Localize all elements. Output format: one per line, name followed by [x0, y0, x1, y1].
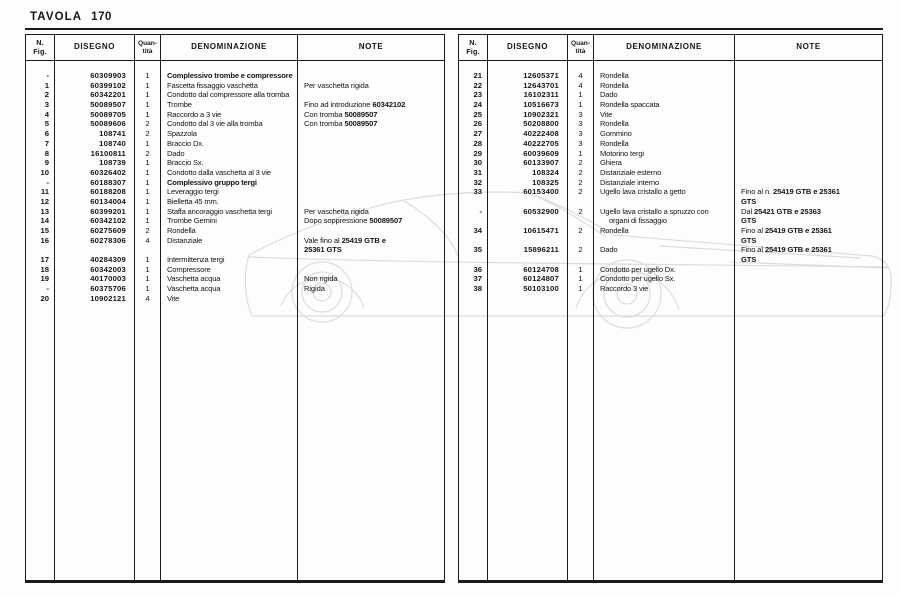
- fig-cell: 3: [44, 100, 49, 110]
- denominazione-cell: Ugello lava cristallo a getto: [600, 187, 686, 197]
- note-cell: Fino al n. 25419 GTB e 25361: [741, 187, 840, 197]
- fig-cell: 38: [473, 284, 482, 294]
- qty-cell: 1: [578, 264, 583, 274]
- column-qty: [568, 61, 594, 580]
- denominazione-cell: Rondella: [167, 226, 196, 235]
- header-quantita: [568, 35, 594, 60]
- denominazione-cell: Braccio Sx.: [167, 158, 204, 168]
- qty-cell: 2: [578, 177, 583, 187]
- note-cell: [298, 255, 444, 265]
- denominazione-cell: Complessivo gruppo tergi: [167, 177, 257, 187]
- disegno-cell: 60124708: [523, 264, 559, 274]
- disegno-cell: 50089507: [90, 100, 126, 110]
- fig-cell: 9: [44, 158, 49, 168]
- qty-cell: 3: [578, 138, 583, 148]
- note-cell: [735, 90, 882, 100]
- note-cell: [735, 100, 882, 110]
- disegno-cell: 60133907: [523, 158, 559, 168]
- denominazione-cell: Raccordo 3 vie: [600, 284, 649, 294]
- fig-cell: [459, 197, 487, 207]
- note-cell: [735, 274, 882, 284]
- note-cell: Per vaschetta rigida: [304, 206, 369, 216]
- disegno-cell: 60342003: [90, 264, 126, 274]
- denominazione-cell: [594, 255, 734, 265]
- note-cell: [735, 110, 882, 120]
- disegno-cell: 12643701: [523, 80, 559, 90]
- note-cell: Per vaschetta rigida: [304, 80, 369, 90]
- header-quantita: [135, 35, 161, 60]
- disegno-cell: 40170003: [90, 274, 126, 284]
- header-disegno-label: DISEGNO: [506, 42, 549, 52]
- table-body: [26, 61, 444, 580]
- note-cell: Con tromba 50089507: [304, 119, 378, 129]
- qty-cell: 1: [145, 264, 150, 274]
- denominazione-cell: Complessivo trombe e compressore: [167, 71, 293, 80]
- qty-cell: 1: [145, 196, 150, 206]
- denominazione-cell: Condotto per ugello Sx.: [600, 274, 676, 284]
- denominazione-cell: Dado: [600, 245, 618, 255]
- fig-cell: 30: [473, 158, 482, 168]
- qty-cell: 4: [145, 235, 150, 245]
- disegno-cell: 108739: [99, 158, 126, 168]
- note-cell: Fino al 25419 GTB e 25361: [741, 245, 832, 255]
- column-dis: [55, 61, 135, 580]
- fig-cell: -: [46, 284, 49, 294]
- denominazione-cell: Rondella: [600, 138, 629, 148]
- denominazione-cell: organi di fissaggio: [609, 216, 667, 226]
- note-cell: GTS: [741, 255, 757, 265]
- denominazione-cell: Condotto dal compressore alla tromba: [167, 90, 290, 100]
- table-header: [26, 35, 444, 61]
- note-cell: [298, 149, 444, 159]
- header-disegno: [55, 35, 135, 60]
- disegno-cell: 40222408: [523, 129, 559, 139]
- qty-cell: 2: [145, 119, 150, 129]
- note-cell: [735, 284, 882, 294]
- denominazione-cell: Trombe Gemini: [167, 216, 217, 226]
- qty-cell: 1: [145, 177, 150, 187]
- denominazione-cell: Condotto per ugello Dx.: [600, 264, 676, 274]
- note-cell: Non rigida: [304, 274, 338, 284]
- denominazione-cell: Condotto dalla vaschetta al 3 vie: [167, 167, 271, 177]
- disegno-cell: 60309903: [90, 71, 126, 80]
- note-cell: [735, 178, 882, 188]
- disegno-cell: 10902121: [90, 293, 126, 303]
- disegno-cell: 10615471: [523, 226, 559, 235]
- fig-cell: 22: [473, 80, 482, 90]
- denominazione-cell: Staffa ancoraggio vaschetta tergi: [167, 206, 272, 216]
- note-cell: GTS: [741, 235, 757, 245]
- qty-cell: [568, 236, 593, 246]
- fig-cell: 29: [473, 148, 482, 158]
- fig-cell: 2: [44, 90, 49, 100]
- qty-cell: 2: [578, 245, 583, 255]
- note-cell: [735, 149, 882, 159]
- header-note-label: NOTE: [796, 42, 821, 52]
- table-header: [459, 35, 882, 61]
- qty-cell: 3: [578, 129, 583, 139]
- qty-cell: 1: [578, 90, 583, 100]
- disegno-cell: 60188208: [90, 187, 126, 197]
- disegno-cell: 10902321: [523, 109, 559, 119]
- header-note: [298, 35, 444, 60]
- disegno-cell: 40222705: [523, 138, 559, 148]
- fig-cell: 34: [473, 226, 482, 235]
- fig-cell: 33: [473, 187, 482, 197]
- qty-cell: 2: [145, 148, 150, 158]
- note-cell: [298, 294, 444, 304]
- fig-cell: [459, 216, 487, 226]
- denominazione-cell: Vite: [600, 109, 613, 119]
- qty-cell: 4: [578, 71, 583, 80]
- disegno-cell: 60326402: [90, 167, 126, 177]
- qty-cell: 2: [578, 226, 583, 235]
- header-disegno-label: DISEGNO: [73, 42, 116, 52]
- disegno-cell: [488, 216, 567, 226]
- denominazione-cell: Gommino: [600, 129, 632, 139]
- disegno-cell: 50103100: [523, 284, 559, 294]
- fig-cell: 32: [473, 177, 482, 187]
- denominazione-cell: Rondella: [600, 80, 629, 90]
- fig-cell: -: [479, 206, 482, 216]
- header-fig: [26, 35, 55, 60]
- disegno-cell: 40284309: [90, 255, 126, 265]
- header-denominazione: [594, 35, 735, 60]
- note-cell: [735, 139, 882, 149]
- header-note: [735, 35, 882, 60]
- page-title-number: 170: [91, 11, 112, 23]
- parts-table-left: [25, 34, 445, 583]
- disegno-cell: 16102311: [523, 90, 559, 100]
- title-underline-rule: [25, 28, 883, 30]
- fig-cell: 1: [44, 80, 49, 90]
- denominazione-cell: Motorino tergi: [600, 148, 644, 158]
- note-cell: [298, 265, 444, 275]
- denominazione-cell: Intermittenza tergi: [167, 255, 225, 265]
- qty-cell: 4: [578, 80, 583, 90]
- header-quantita-line2: tità: [575, 47, 586, 55]
- qty-cell: 1: [145, 284, 150, 294]
- header-disegno: [488, 35, 568, 60]
- fig-cell: 21: [473, 71, 482, 80]
- disegno-cell: 60342102: [90, 216, 126, 226]
- fig-cell: -: [46, 177, 49, 187]
- qty-cell: 1: [578, 274, 583, 284]
- qty-cell: 2: [578, 158, 583, 168]
- denominazione-cell: Fascetta fissaggio vaschetta: [167, 80, 258, 90]
- denominazione-cell: Rondella: [600, 119, 629, 129]
- qty-cell: 1: [145, 167, 150, 177]
- note-cell: [298, 129, 444, 139]
- fig-cell: 26: [473, 119, 482, 129]
- disegno-cell: 60124807: [523, 274, 559, 284]
- disegno-cell: 60399102: [90, 80, 126, 90]
- fig-cell: 27: [473, 129, 482, 139]
- fig-cell: 20: [40, 293, 49, 303]
- denominazione-cell: Spazzola: [167, 129, 197, 139]
- column-den: [594, 61, 735, 580]
- parts-table-right: [458, 34, 883, 583]
- header-fig-line1: N.: [36, 38, 44, 48]
- disegno-cell: 60278306: [90, 235, 126, 245]
- denominazione-cell: Condotto dal 3 vie alla tromba: [167, 119, 263, 129]
- fig-cell: 8: [44, 148, 49, 158]
- denominazione-cell: Dado: [600, 90, 618, 100]
- denominazione-cell: Braccio Dx.: [167, 138, 204, 148]
- denominazione-cell: [594, 197, 734, 207]
- note-cell: Rigida: [304, 284, 325, 294]
- fig-cell: [459, 236, 487, 246]
- disegno-cell: 60375706: [90, 284, 126, 294]
- note-cell: Dopo soppressione 50089507: [304, 216, 403, 226]
- qty-cell: 1: [145, 90, 150, 100]
- denominazione-cell: Leveraggio tergi: [167, 187, 219, 197]
- disegno-cell: 60039609: [523, 148, 559, 158]
- qty-cell: 2: [145, 226, 150, 235]
- fig-cell: 19: [40, 274, 49, 284]
- fig-cell: 36: [473, 264, 482, 274]
- header-quantita-line1: Quan-: [570, 40, 591, 48]
- fig-cell: 7: [44, 138, 49, 148]
- header-denominazione-label: DENOMINAZIONE: [191, 42, 267, 52]
- column-fig: [26, 61, 55, 580]
- qty-cell: 1: [145, 71, 150, 80]
- fig-cell: 31: [473, 167, 482, 177]
- page-title-label: TAVOLA: [30, 11, 83, 23]
- column-fig: [459, 61, 488, 580]
- header-denominazione-label: DENOMINAZIONE: [626, 42, 702, 52]
- note-cell: 25361 GTS: [304, 245, 342, 255]
- disegno-cell: 15896211: [523, 245, 559, 255]
- note-cell: [735, 129, 882, 139]
- header-fig: [459, 35, 488, 60]
- qty-cell: 1: [145, 158, 150, 168]
- denominazione-cell: Vaschetta acqua: [167, 284, 221, 294]
- qty-cell: [568, 255, 593, 265]
- qty-cell: 2: [578, 206, 583, 216]
- qty-cell: 2: [578, 187, 583, 197]
- disegno-cell: [488, 197, 567, 207]
- note-cell: [298, 158, 444, 168]
- disegno-cell: 108741: [99, 129, 126, 139]
- denominazione-cell: [594, 236, 734, 246]
- header-note-label: NOTE: [358, 42, 384, 52]
- disegno-cell: 60532900: [523, 206, 559, 216]
- note-cell: [735, 265, 882, 275]
- qty-cell: 3: [578, 119, 583, 129]
- note-cell: [298, 197, 444, 207]
- fig-cell: 5: [44, 119, 49, 129]
- disegno-cell: 60399201: [90, 206, 126, 216]
- denominazione-cell: Trombe: [167, 100, 192, 110]
- qty-cell: 1: [145, 206, 150, 216]
- fig-cell: 17: [40, 255, 49, 265]
- disegno-cell: 16100811: [90, 148, 126, 158]
- qty-cell: 1: [145, 138, 150, 148]
- note-cell: Con tromba 50089507: [304, 109, 378, 119]
- qty-cell: 1: [145, 187, 150, 197]
- header-fig-line1: N.: [469, 38, 477, 48]
- denominazione-cell: Raccordo a 3 vie: [167, 109, 222, 119]
- disegno-cell: 108325: [532, 177, 559, 187]
- fig-cell: 13: [40, 206, 49, 216]
- qty-cell: 1: [145, 216, 150, 226]
- qty-cell: 1: [145, 255, 150, 265]
- disegno-cell: 12605371: [523, 71, 559, 80]
- denominazione-cell: Vaschetta acqua: [167, 274, 221, 284]
- qty-cell: [135, 245, 160, 255]
- disegno-cell: 60275609: [90, 226, 126, 235]
- qty-cell: [568, 197, 593, 207]
- fig-cell: 6: [44, 129, 49, 139]
- note-cell: [298, 187, 444, 197]
- header-denominazione: [161, 35, 298, 60]
- column-note: [735, 61, 882, 580]
- column-qty: [135, 61, 161, 580]
- table-body: [459, 61, 882, 580]
- disegno-cell: 60342201: [90, 90, 126, 100]
- note-cell: Vale fino al 25419 GTB e: [304, 235, 386, 245]
- fig-cell: 28: [473, 138, 482, 148]
- note-cell: [735, 81, 882, 91]
- disegno-cell: 60188307: [90, 177, 126, 187]
- disegno-cell: 60134004: [90, 196, 126, 206]
- note-cell: [735, 119, 882, 129]
- fig-cell: -: [46, 71, 49, 80]
- qty-cell: 1: [145, 80, 150, 90]
- disegno-cell: 10516673: [523, 100, 559, 110]
- fig-cell: [459, 255, 487, 265]
- page-title: [30, 11, 112, 23]
- denominazione-cell: Bielletta 45 mm.: [167, 196, 219, 206]
- denominazione-cell: [161, 245, 297, 255]
- qty-cell: 4: [145, 293, 150, 303]
- qty-cell: 1: [145, 100, 150, 110]
- note-cell: Dal 25421 GTB e 25363: [741, 206, 821, 216]
- fig-cell: 37: [473, 274, 482, 284]
- disegno-cell: 108324: [532, 167, 559, 177]
- qty-cell: 1: [578, 148, 583, 158]
- qty-cell: 2: [145, 129, 150, 139]
- qty-cell: 3: [578, 109, 583, 119]
- note-cell: GTS: [741, 216, 757, 226]
- fig-cell: 18: [40, 264, 49, 274]
- header-fig-line2: Fig.: [466, 46, 480, 56]
- disegno-cell: 50089705: [90, 109, 126, 119]
- qty-cell: [568, 216, 593, 226]
- note-cell: [298, 139, 444, 149]
- header-fig-line2: Fig.: [33, 46, 47, 56]
- column-den: [161, 61, 298, 580]
- disegno-cell: 108740: [99, 138, 126, 148]
- qty-cell: 2: [578, 167, 583, 177]
- fig-cell: 25: [473, 109, 482, 119]
- qty-cell: 1: [578, 100, 583, 110]
- denominazione-cell: Distanziale interno: [600, 177, 660, 187]
- denominazione-cell: Vite: [167, 293, 180, 303]
- disegno-cell: 50208800: [523, 119, 559, 129]
- fig-cell: 15: [40, 226, 49, 235]
- fig-cell: 16: [40, 235, 49, 245]
- note-cell: [298, 226, 444, 236]
- note-cell: [298, 168, 444, 178]
- header-quantita-line2: tità: [142, 47, 153, 55]
- note-cell: [298, 178, 444, 188]
- denominazione-cell: Rondella spaccata: [600, 100, 660, 110]
- qty-cell: 1: [145, 109, 150, 119]
- note-cell: Fino al 25419 GTB e 25361: [741, 226, 832, 235]
- denominazione-cell: Distanziale: [167, 235, 203, 245]
- fig-cell: 24: [473, 100, 482, 110]
- note-cell: Fino ad introduzione 60342102: [304, 100, 406, 110]
- fig-cell: [26, 245, 54, 255]
- denominazione-cell: Rondella: [600, 226, 629, 235]
- fig-cell: 4: [44, 109, 49, 119]
- fig-cell: 10: [40, 167, 49, 177]
- denominazione-cell: Compressore: [167, 264, 211, 274]
- disegno-cell: 60153400: [523, 187, 559, 197]
- column-note: [298, 61, 444, 580]
- fig-cell: 23: [473, 90, 482, 100]
- column-dis: [488, 61, 568, 580]
- fig-cell: 35: [473, 245, 482, 255]
- note-cell: [298, 71, 444, 81]
- note-cell: [735, 168, 882, 178]
- note-cell: [735, 158, 882, 168]
- denominazione-cell: Dado: [167, 148, 185, 158]
- fig-cell: 14: [40, 216, 49, 226]
- denominazione-cell: Distanziale esterno: [600, 167, 662, 177]
- disegno-cell: 50089606: [90, 119, 126, 129]
- note-cell: [298, 90, 444, 100]
- denominazione-cell: Ghiera: [600, 158, 622, 168]
- header-quantita-line1: Quan-: [137, 40, 158, 48]
- disegno-cell: [55, 245, 134, 255]
- denominazione-cell: Ugello lava cristallo a spruzzo con: [600, 206, 709, 216]
- fig-cell: 11: [40, 187, 49, 197]
- qty-cell: 1: [578, 284, 583, 294]
- qty-cell: 1: [145, 274, 150, 284]
- note-cell: [735, 71, 882, 81]
- fig-cell: 12: [40, 196, 49, 206]
- disegno-cell: [488, 236, 567, 246]
- disegno-cell: [488, 255, 567, 265]
- denominazione-cell: Rondella: [600, 71, 629, 80]
- note-cell: GTS: [741, 196, 757, 206]
